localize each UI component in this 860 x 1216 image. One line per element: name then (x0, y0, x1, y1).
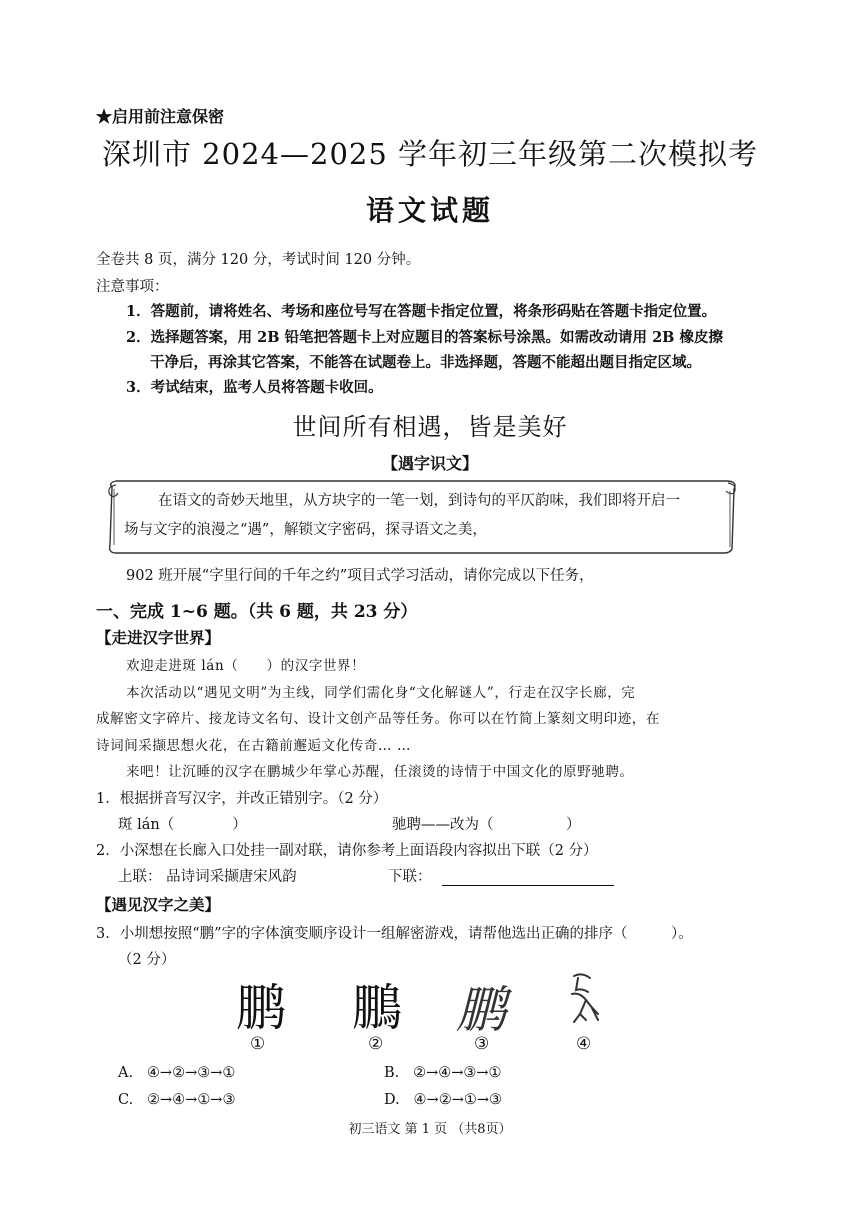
question-1-stem: 1．根据拼音写汉字，并改正错别字。（2 分） (96, 791, 388, 807)
option-b-label: B. (384, 1065, 400, 1081)
theme-heading: 世间所有相遇，皆是美好 (292, 413, 568, 441)
option-a[interactable] (118, 1065, 235, 1081)
glyph-number-1: ① (250, 1034, 266, 1054)
exam-subtitle: 语文试题 (365, 194, 494, 227)
couplet-upper: 上联： 品诗词采撷唐宋风韵 (118, 869, 297, 885)
note-2-cont: 干净后，再涂其它答案，不能答在试题卷上。非选择题，答题不能超出题目指定区域。 (150, 354, 701, 371)
question-3-stem: 3．小圳想按照“鹏”字的字体演变顺序设计一组解密游戏，请帮他选出正确的排序（ ）。 (96, 926, 693, 942)
passage-line-2: 本次活动以“遇见文明”为主线，同学们需化身“文化解谜人”，行走在汉字长廊，完 (126, 685, 636, 701)
section-heading-world: 【走进汉字世界】 (96, 628, 221, 647)
exam-summary: 全卷共 8 页，满分 120 分，考试时间 120 分钟。 (96, 252, 421, 268)
scroll-line-2: 场与文字的浪漫之“遇”，解锁文字密码，探寻语文之美， (124, 522, 487, 538)
glyph-running-script: 鹏 (456, 981, 506, 1039)
passage-line-1: 欢迎走进斑 lán（ ）的汉字世界！ (126, 658, 366, 674)
option-c-label: C. (118, 1092, 134, 1108)
question-1-blank-a: 斑 lán（ ） (118, 817, 247, 833)
answer-blank-line[interactable] (442, 869, 614, 886)
exam-title: 深圳市 2024—2025 学年初三年级第二次模拟考 (101, 137, 759, 171)
section-heading-beauty: 【遇见汉字之美】 (96, 895, 221, 914)
option-d-label: D. (384, 1092, 400, 1108)
couplet-lower (388, 865, 614, 886)
scroll-frame (104, 479, 740, 555)
couplet-lower-label: 下联： (388, 869, 432, 885)
option-b-text: ②→④→③→① (413, 1065, 502, 1081)
glyph-regular-script: 鹏 (236, 979, 286, 1037)
oracle-bone-bird-icon (566, 970, 604, 1026)
option-c-text: ②→④→①→③ (147, 1092, 236, 1108)
glyph-seal-script: 鵬 (352, 979, 396, 1037)
glyph-number-4: ④ (576, 1034, 592, 1054)
confidential-label: ★启用前注意保密 (96, 107, 225, 126)
option-d[interactable] (384, 1092, 502, 1108)
option-a-label: A. (118, 1065, 134, 1081)
passage-line-5: 来吧！让沉睡的汉字在鹏城少年掌心苏醒，任滚烫的诗情于中国文化的原野驰聘。 (126, 764, 634, 780)
passage-line-3: 成解密文字碎片、接龙诗文名句、设计文创产品等任务。你可以在竹简上篆刻文明印迹，在 (96, 711, 660, 727)
question-3-score: （2 分） (118, 952, 176, 968)
note-2: 2．选择题答案，用 2B 铅笔把答题卡上对应题目的答案标号涂黑。如需改动请用 2B 橡皮擦 (126, 329, 723, 346)
glyph-number-3: ③ (474, 1034, 490, 1054)
intro-section-heading: 【遇字识文】 (381, 454, 478, 473)
passage-line-4: 诗词间采撷思想火花，在古籍前邂逅文化传奇… … (96, 738, 412, 754)
scroll-line-1: 在语文的奇妙天地里，从方块字的一笔一划，到诗句的平仄韵味，我们即将开启一 (158, 493, 680, 509)
note-3: 3．考试结束，监考人员将答题卡收回。 (126, 379, 383, 396)
note-1: 1．答题前，请将姓名、考场和座位号写在答题卡指定位置，将条形码贴在答题卡指定位置。 (126, 303, 717, 320)
question-1-blank-b: 驰聘——改为（ ） (392, 817, 581, 833)
option-d-text: ④→②→①→③ (413, 1092, 502, 1108)
option-b[interactable] (384, 1065, 502, 1081)
part-one-heading: 一、完成 1~6 题。（共 6 题，共 23 分） (96, 602, 418, 622)
glyph-number-2: ② (368, 1034, 384, 1054)
option-c[interactable] (118, 1092, 235, 1108)
notes-label: 注意事项： (96, 279, 169, 295)
question-2-stem: 2．小深想在长廊入口处挂一副对联，请你参考上面语段内容拟出下联（2 分） (96, 843, 598, 859)
glyph-oracle-bone (566, 970, 604, 1036)
option-a-text: ④→②→③→① (146, 1065, 236, 1081)
activity-intro: 902 班开展“字里行间的千年之约”项目式学习活动，请你完成以下任务， (126, 568, 594, 584)
page-footer: 初三语文 第 1 页 （共8页） (348, 1122, 512, 1137)
